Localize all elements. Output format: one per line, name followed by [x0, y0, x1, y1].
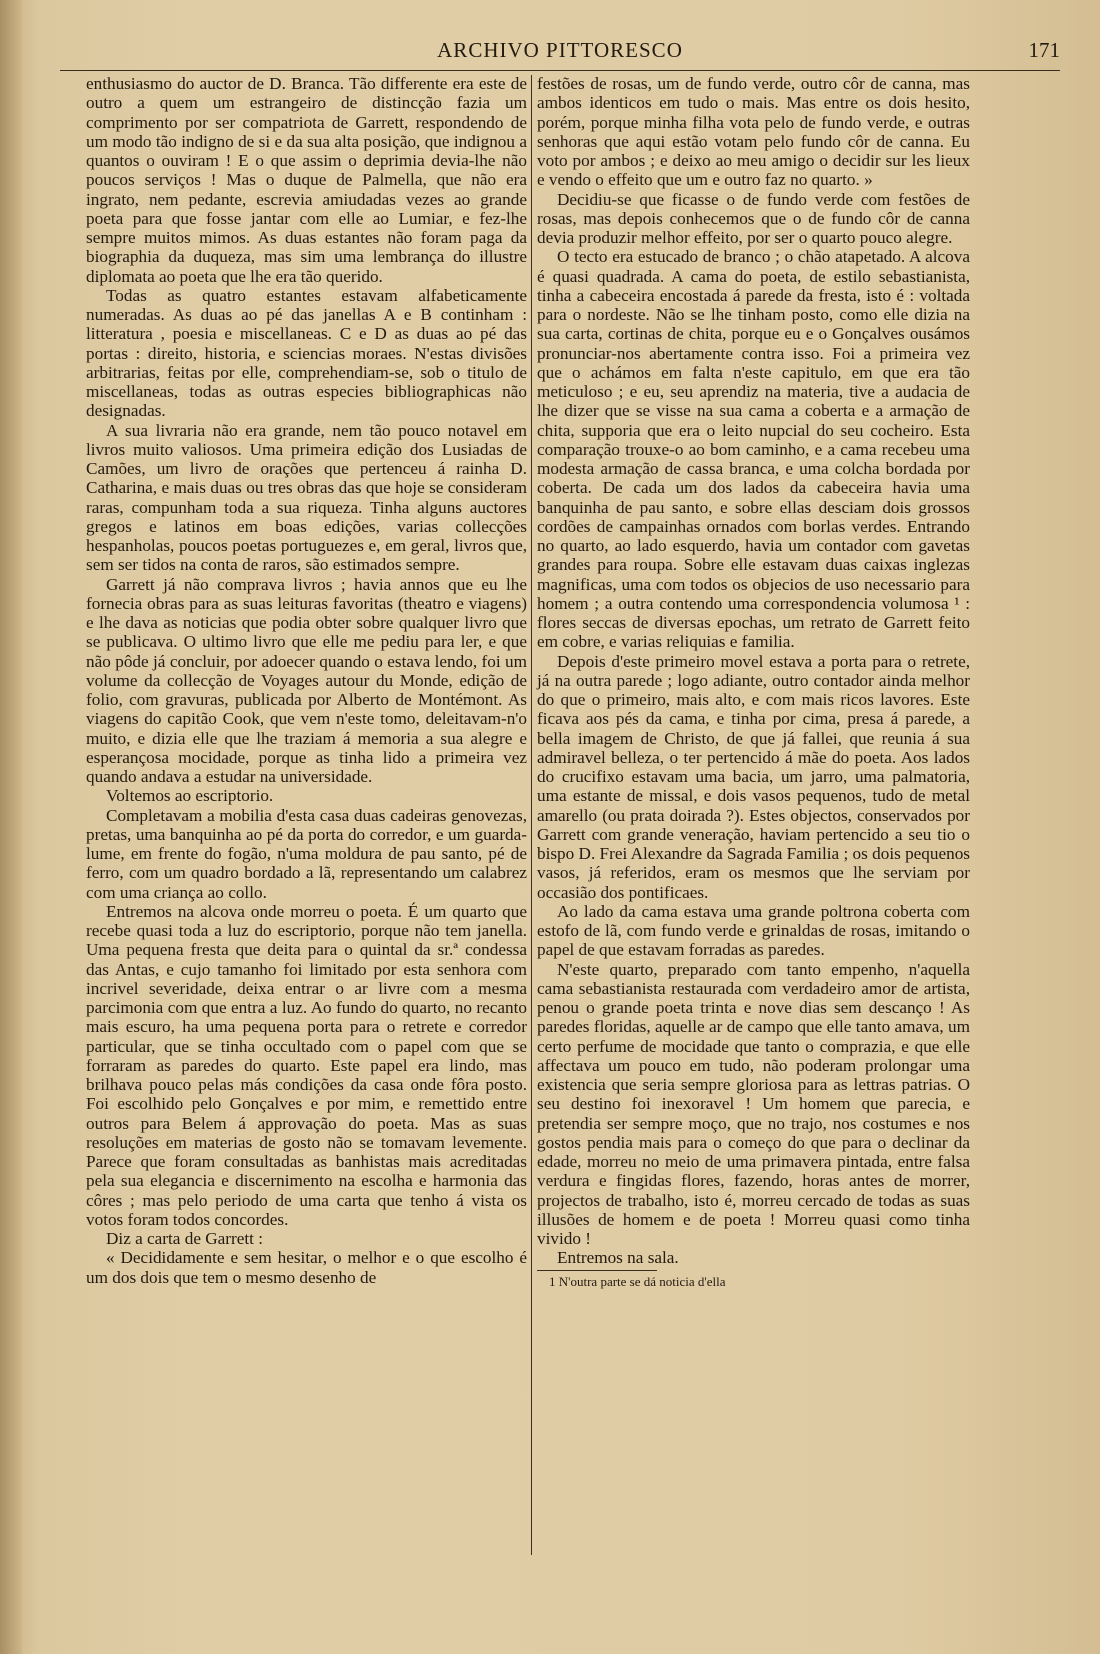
paragraph: Garrett já não comprava livros ; havia annos que eu lhe fornecia obras para as suas leituras favoritas (theatro e viagens) e lhe dava as noticias que podia obter sobre qualquer livro que se publicava. O ultimo livro que elle me pediu para ler, e que não pôde já concluir, por adoecer quando o estava lendo, foi um volume da collecção de Voyages autour du Monde, edição de folio, com gravuras, publicada por Alberto de Montémont. As viagens do capitão Cook, que vem n'este tomo, deleitavam-n'o muito, e dizia elle que lhe traziam á memoria a sua alegre e esperançosa mocidade, porque as tinha lido a primeira vez quando andava a estudar na universidade.	[86, 574, 527, 786]
column-divider	[531, 75, 532, 1555]
paragraph: festões de rosas, um de fundo verde, outro côr de canna, mas ambos identicos em tudo o mais. Mas entre os dois hesito, porém, porque minha filha vota pelo de fundo verde, e outras senhoras que aqui estão votam pelo fundo côr de canna. Eu voto por ambos ; e deixo ao meu amigo o decidir sur les lieux e vendo o effeito que um e outro faz no quarto. »	[537, 74, 970, 190]
paragraph: Ao lado da cama estava uma grande poltrona coberta com estofo de lã, com fundo verde e grinaldas de rosas, imitando o papel de que estavam forradas as paredes.	[537, 901, 970, 960]
page-number: 171	[1028, 38, 1060, 62]
journal-title: ARCHIVO PITTORESCO	[437, 38, 683, 62]
paragraph: enthusiasmo do auctor de D. Branca. Tão differente era este de outro a quem um estrangeiro de distincção fazia um comprimento por ser compatriota de Garrett, respondendo de um modo tão indigno de si e da sua alta posição, que indignou a quantos o ouviram ! E o que assim o deprimia devia-lhe não poucos serviços ! Mas o duque de Palmella, que não era ingrato, nem pedante, escrevia amiudadas vezes ao grande poeta para que fosse jantar com elle ao Lumiar, e fez-lhe sempre muitos mimos. As duas estantes não foram paga da biographia da duqueza, mas sim uma lembrança do illustre diplomata ao poeta que lhe era tão querido.	[86, 74, 527, 286]
paragraph: Todas as quatro estantes estavam alfabeticamente numeradas. As duas ao pé das janellas A e B continham : litteratura , poesia e miscellaneas. C e D as duas ao pé das portas : direito, historia, e sciencias moraes. N'estas divisões arbitrarias, feitas por elle, comprehendiam-se, sob o titulo de miscellaneas, todas as outras especies bibliographicas não designadas.	[86, 285, 527, 421]
running-header	[60, 30, 1060, 70]
paragraph: Entremos na alcova onde morreu o poeta. É um quarto que recebe quasi toda a luz do escriptorio, porque não tem janella. Uma pequena fresta que deita para o quintal da sr.ª condessa das Antas, e cujo tamanho foi limitado por esta senhora com incrivel severidade, deixa entrar o ar livre com a mesma parcimonia com que entra a luz. Ao fundo do quarto, no recanto mais escuro, ha uma pequena porta para o retrete e corredor particular, que se tinha occultado com o papel com que se forraram as paredes do quarto. Este papel era lindo, mas brilhava pouco pelas más condições da casa onde fôra posto. Foi escolhido pelo Gonçalves e por mim, e remettido entre outros para Belem á approvação do poeta. Mas as suas resoluções em materias de gosto não se tomavam levemente. Parece que foram consultadas as banhistas mais acreditadas pela sua elegancia e discernimento na escolha e harmonia das côres ; mas pelo periodo de uma carta que tenho á vista os votos foram todos concordes.	[86, 901, 527, 1229]
paragraph: A sua livraria não era grande, nem tão pouco notavel em livros muito valiosos. Uma primeira edição dos Lusiadas de Camões, um livro de orações que pertenceu á rainha D. Catharina, e mais duas ou tres obras das que hoje se consideram raras, compunham toda a sua riqueza. Tinha alguns auctores gregos e latinos em boas edições, varias collecções hespanholas, poucos poetas portuguezes e, em geral, livros que, sem ser tidos na conta de raros, são estimados sempre.	[86, 420, 527, 575]
paragraph: Voltemos ao escriptorio.	[106, 786, 274, 806]
paragraph: Depois d'este primeiro movel estava a porta para o retrete, já na outra parede ; logo adiante, outro contador ainda melhor do que o primeiro, mais alto, e com mais ricos lavores. Este ficava aos pés da cama, e tinha por cima, presa á parede, a bella imagem de Christo, de que já fallei, que reunia á sua admiravel belleza, o ter pertencido á mãe do poeta. Aos lados do crucifixo estavam uma bacia, um jarro, uma palmatoria, uma estante de missal, e dois vasos pequenos, tudo de metal amarello (ou prata doirada ?). Estes objectos, conservados por Garrett com grande veneração, haviam pertencido a seu tio o bispo D. Frei Alexandre da Sagrada Familia ; os dois pequenos vasos, já referidos, eram os mesmos que lhe serviam por occasião dos pontificaes.	[537, 651, 970, 902]
paragraph: Entremos na sala.	[557, 1248, 679, 1268]
header-rule	[60, 70, 1060, 71]
right-column	[537, 74, 970, 1290]
paragraph: O tecto era estucado de branco ; o chão atapetado. A alcova é quasi quadrada. A cama do poeta, de estilo sebastianista, tinha a cabeceira encostada á parede da fresta, isto é : voltada para o nordeste. Não se lhe tinham posto, como elle dizia na sua carta, cortinas de chita, porque eu e o Gonçalves ousámos pronunciar-nos abertamente contra isso. Foi a primeira vez que o achámos em falta n'este capitulo, em que era tão meticuloso ; e eu, seu aprendiz na materia, tive a audacia de lhe dizer que se visse na sua cama a coberta e a armação de chita, supporia que era o leito nupcial do seu cocheiro. Esta comparação trouxe-o ao bom caminho, e a cama recebeu uma modesta armação de cassa branca, e uma colcha bordada por coberta. De cada um dos lados da cabeceira havia uma banquinha de pau santo, e sobre ellas desciam dois grossos cordões de campainhas ornados com borlas verdes. Entrando no quarto, ao lado esquerdo, havia um contador com gavetas grandes para roupa. Sobre elle estavam duas caixas inglezas magnificas, uma com todos os objecios de uso necessario para homem ; a outra contendo uma correspondencia volumosa ¹ : flores seccas de diversas epochas, um retrato de Garrett feito em cobre, e varias reliquias e familia.	[537, 247, 970, 652]
paragraph: « Decididamente e sem hesitar, o melhor e o que escolho é um dos dois que tem o mesmo desenho de	[86, 1248, 527, 1287]
paragraph: Decidiu-se que ficasse o de fundo verde com festões de rosas, mas depois conhecemos que o de fundo côr de canna devia produzir melhor effeito, por ser o quarto pouco alegre.	[537, 189, 970, 247]
left-column	[86, 74, 527, 1287]
paragraph: Diz a carta de Garrett :	[106, 1229, 263, 1248]
footnote-rule	[537, 1270, 657, 1271]
footnote: 1 N'outra parte se dá noticia d'ella	[549, 1273, 726, 1289]
paragraph: N'este quarto, preparado com tanto empenho, n'aquella cama sebastianista restaurada com verdadeiro amor de artista, penou o grande poeta trinta e nove dias sem descanço ! As paredes floridas, aquelle ar de campo que elle tanto amava, um certo perfume de mocidade que tanto o comprazia, e que elle affectava um pouco em tudo, não poderam prolongar uma existencia que seria sempre gloriosa para as lettras patrias. O seu destino foi inexoravel ! Um homem que parecia, e pretendia ser sempre moço, que no trajo, nos costumes e nos gostos pendia mais para o começo do que para o declinar da edade, morreu no meio de uma primavera pintada, entre falsa verdura e fingidas flores, fazendo, horas antes de morrer, projectos de trabalho, isto é, morreu cercado de todas as suas illusões de homem e de poeta ! Morreu quasi como tinha vivido !	[537, 959, 970, 1248]
paragraph: Completavam a mobilia d'esta casa duas cadeiras genovezas, pretas, uma banquinha ao pé da porta do corredor, e um guarda-lume, em frente do fogão, n'uma moldura de pau santo, pé de ferro, com um quadro bordado a lã, representando um calabrez com uma criança ao collo.	[86, 805, 527, 902]
book-spine-shadow	[0, 0, 22, 1654]
